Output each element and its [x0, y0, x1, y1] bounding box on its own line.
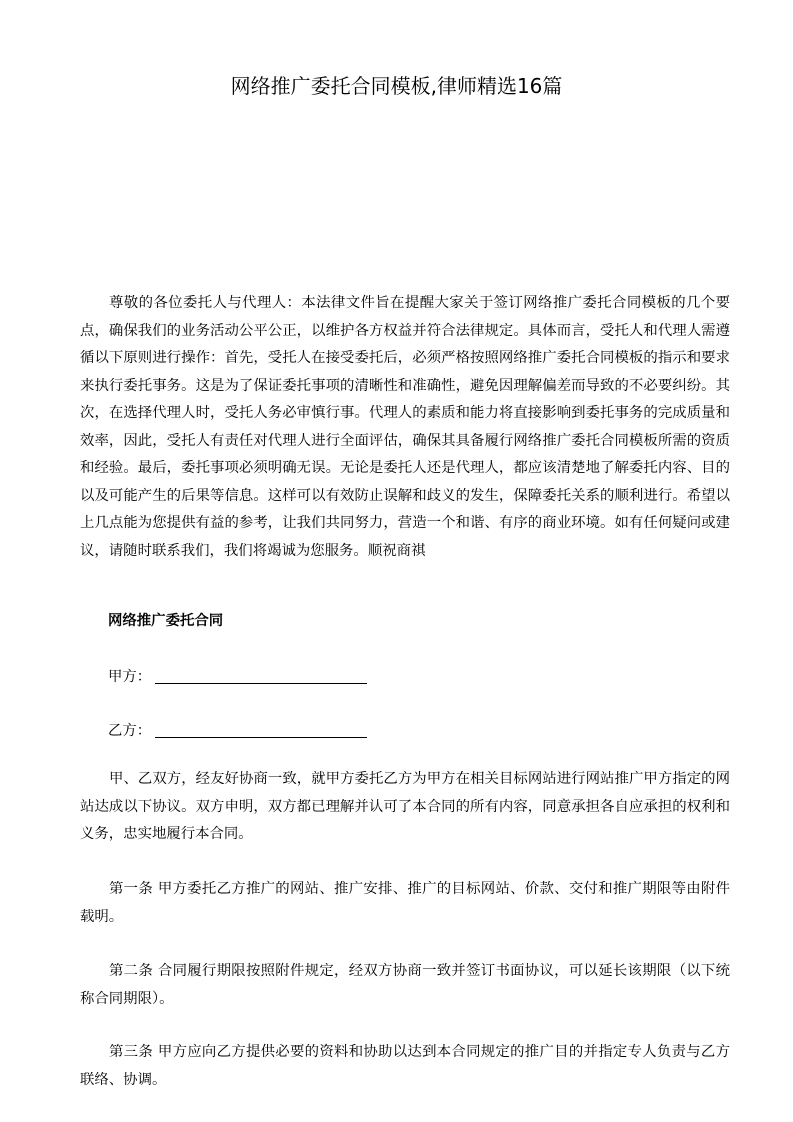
document-title: 网络推广委托合同模板,律师精选16篇	[230, 74, 563, 98]
party-a-line	[108, 666, 367, 688]
intro-paragraph: 尊敬的各位委托人与代理人：本法律文件旨在提醒大家关于签订网络推广委托合同模板的几个要点，确保我们的业务活动公平公正，以维护各方权益并符合法律规定。具体而言，受托人和代理人需遵循以下原则进行操作：首先，受托人在接受委托后，必须严格按照网络推广委托合同模板的指示和要求来执行委托事务。这是为了保证委托事项的清晰性和准确性，避免因理解偏差而导致的不必要纠纷。其次，在选择代理人时，受托人务必审慎行事。代理人的素质和能力将直接影响到委托事务的完成质量和效率，因此，受托人有责任对代理人进行全面评估，确保其具备履行网络推广委托合同模板所需的资质和经验。最后，委托事项必须明确无误。无论是委托人还是代理人，都应该清楚地了解委托内容、目的以及可能产生的后果等信息。这样可以有效防止误解和歧义的发生，保障委托关系的顺利进行。希望以上几点能为您提供有益的参考，让我们共同努力，营造一个和谐、有序的商业环境。如有任何疑问或建议，请随时联系我们，我们将竭诚为您服务。顺祝商祺	[80, 295, 730, 559]
party-a-label: 甲方：	[108, 669, 152, 685]
article-3: 第三条 甲方应向乙方提供必要的资料和协助以达到本合同规定的推广目的并指定专人负责与乙方联络、协调。	[80, 1044, 730, 1088]
article-2: 第二条 合同履行期限按照附件规定，经双方协商一致并签订书面协议，可以延长该期限（以下统称合同期限）。	[80, 963, 730, 1007]
party-a-blank	[155, 667, 367, 684]
party-b-label: 乙方：	[108, 723, 152, 739]
party-b-line	[108, 720, 367, 742]
article-1: 第一条 甲方委托乙方推广的网站、推广安排、推广的目标网站、价款、交付和推广期限等由附件载明。	[80, 881, 730, 925]
preamble-paragraph: 甲、乙双方，经友好协商一致，就甲方委托乙方为甲方在相关目标网站进行网站推广甲方指定的网站达成以下协议。双方申明，双方都已理解并认可了本合同的所有内容，同意承担各自应承担的权利和义务，忠实地履行本合同。	[80, 771, 730, 842]
contract-heading: 网络推广委托合同	[108, 613, 224, 629]
party-b-blank	[155, 721, 367, 738]
